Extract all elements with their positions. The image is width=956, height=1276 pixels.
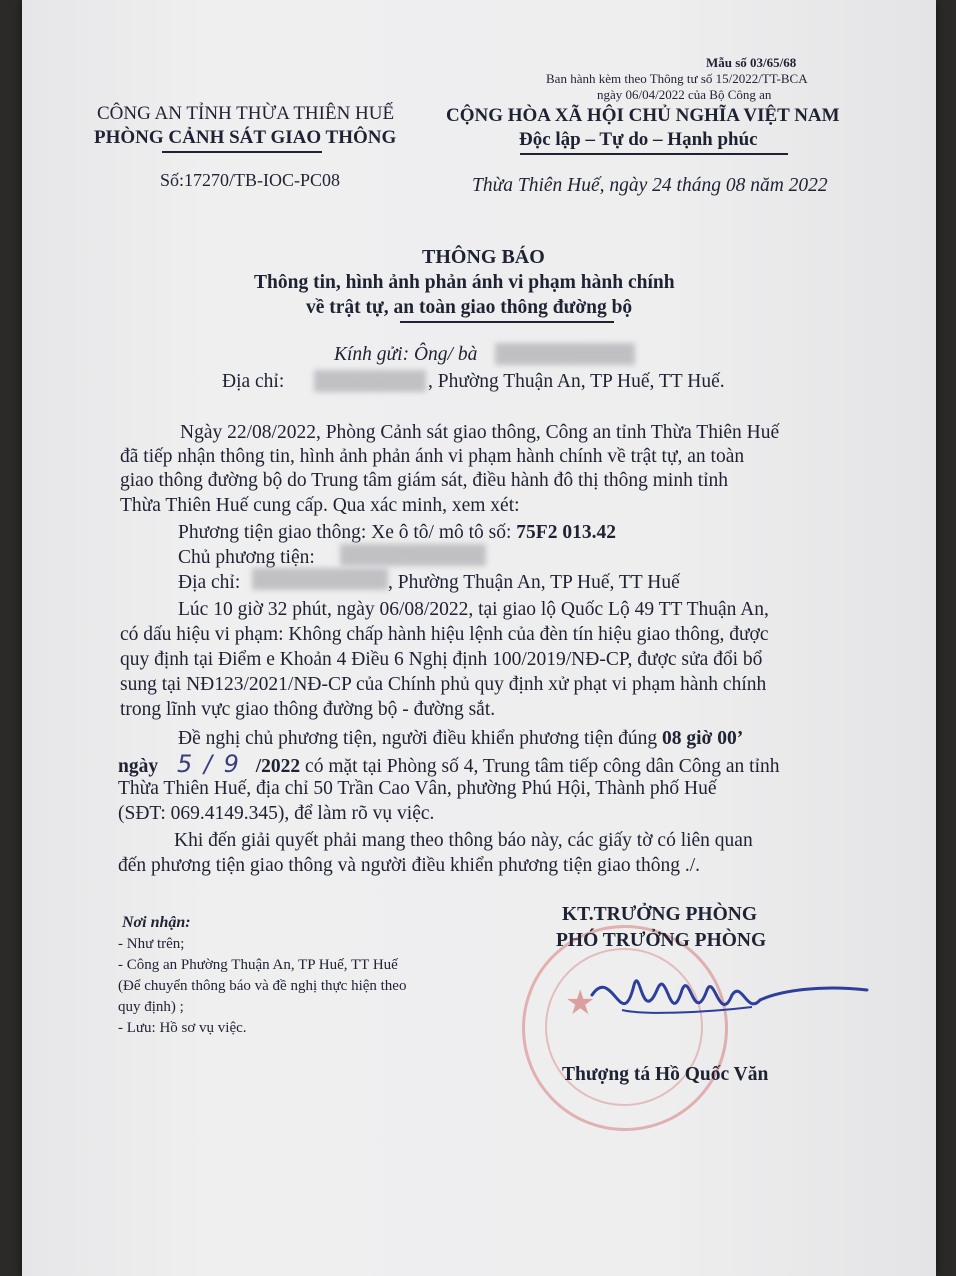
body-p2-line3: quy định tại Điểm e Khoản 4 Điều 6 Nghị định 100/2019/NĐ-CP, được sửa đổi bổ	[120, 649, 763, 670]
vehicle-plate: 75F2 013.42	[516, 522, 616, 543]
place-date: Thừa Thiên Huế, ngày 24 tháng 08 năm 2022	[472, 175, 828, 196]
agency-underline	[162, 151, 322, 153]
vehicle-label: Phương tiện giao thông: Xe ô tô/ mô tô số:	[178, 522, 517, 543]
doc-subtitle-1: Thông tin, hình ảnh phản ánh vi phạm hành chính	[254, 272, 675, 293]
redacted-owner-name	[340, 544, 486, 566]
owner-label: Chủ phương tiện:	[178, 547, 315, 568]
document-page	[22, 0, 936, 1276]
agency-line2: PHÒNG CẢNH SÁT GIAO THÔNG	[94, 127, 397, 148]
form-code: Mẫu số 03/65/68	[706, 55, 797, 70]
body-p3-line3: Thừa Thiên Huế, địa chỉ 50 Trần Cao Vân, phường Phú Hội, Thành phố Huế	[118, 778, 717, 799]
appointment-time: 08 giờ 00’	[662, 728, 744, 749]
nation-line2: Độc lập – Tự do – Hạnh phúc	[519, 129, 758, 150]
signature-line1: KT.TRƯỞNG PHÒNG	[562, 904, 757, 925]
form-issued-line1: Ban hành kèm theo Thông tư số 15/2022/TT-BCA	[546, 71, 808, 86]
address-label: Địa chỉ:	[222, 371, 285, 392]
appointment-day-label: ngày	[118, 756, 159, 777]
body-p4-line2: đến phương tiện giao thông và người điều khiển phương tiện giao thông ./.	[118, 855, 701, 876]
body-p1-line1: Ngày 22/08/2022, Phòng Cảnh sát giao thông, Công an tỉnh Thừa Thiên Huế	[180, 422, 780, 443]
nation-underline	[520, 153, 788, 155]
handwritten-signature	[582, 955, 872, 1045]
seal-star-icon: ★	[565, 983, 596, 1023]
appointment-year: /2022	[255, 756, 301, 777]
body-p2-line1: Lúc 10 giờ 32 phút, ngày 06/08/2022, tại giao lộ Quốc Lộ 49 TT Thuận An,	[178, 599, 769, 620]
owner-address-suffix: , Phường Thuận An, TP Huế, TT Huế	[388, 572, 680, 593]
body-p3-line1-text: Đề nghị chủ phương tiện, người điều khiển phương tiện đúng	[178, 728, 662, 749]
form-issued-line2: ngày 06/04/2022 của Bộ Công an	[597, 87, 772, 102]
doc-title: THÔNG BÁO	[422, 246, 545, 268]
recipients-heading: Nơi nhận:	[122, 914, 191, 931]
body-p3-line2	[118, 752, 780, 779]
redacted-owner-address	[252, 568, 388, 590]
redacted-recipient-name	[495, 343, 635, 365]
recipient-label: Kính gửi: Ông/ bà	[334, 344, 478, 365]
owner-address-label: Địa chỉ:	[178, 572, 241, 593]
signer-name: Thượng tá Hồ Quốc Văn	[562, 1064, 769, 1085]
body-p4-line1: Khi đến giải quyết phải mang theo thông báo này, các giấy tờ có liên quan	[174, 830, 753, 851]
recipients-item-3: (Để chuyển thông báo và đề nghị thực hiện theo	[118, 978, 407, 994]
body-p3-line2-text: có mặt tại Phòng số 4, Trung tâm tiếp công dân Công an tỉnh	[300, 756, 780, 777]
body-p2-line2: có dấu hiệu vi phạm: Không chấp hành hiệu lệnh của đèn tín hiệu giao thông, được	[120, 624, 769, 645]
vehicle-line	[178, 521, 616, 545]
doc-number: Số:17270/TB-IOC-PC08	[160, 170, 341, 190]
recipients-item-4: quy định) ;	[118, 999, 184, 1015]
title-underline	[400, 321, 614, 323]
body-p3-line4: (SĐT: 069.4149.345), để làm rõ vụ việc.	[118, 803, 435, 824]
agency-line1: CÔNG AN TỈNH THỪA THIÊN HUẾ	[97, 103, 395, 124]
handwritten-date: 5 / 9	[176, 750, 241, 778]
body-p1-line2: đã tiếp nhận thông tin, hình ảnh phản ánh vi phạm hành chính về trật tự, an toàn	[120, 446, 745, 467]
redacted-address	[314, 370, 426, 392]
nation-line1: CỘNG HÒA XÃ HỘI CHỦ NGHĨA VIỆT NAM	[446, 105, 840, 126]
recipients-item-1: - Như trên;	[118, 936, 185, 952]
signature-line2: PHÓ TRƯỞNG PHÒNG	[556, 930, 767, 951]
body-p2-line4: sung tại NĐ123/2021/NĐ-CP của Chính phủ quy định xử phạt vi phạm hành chính	[120, 674, 767, 695]
body-p2-line5: trong lĩnh vực giao thông đường bộ - đường sắt.	[120, 699, 496, 720]
body-p3-line1	[178, 727, 743, 751]
doc-subtitle-2: về trật tự, an toàn giao thông đường bộ	[306, 297, 633, 318]
recipients-item-5: - Lưu: Hồ sơ vụ việc.	[118, 1020, 247, 1036]
recipients-item-2: - Công an Phường Thuận An, TP Huế, TT Huế	[118, 957, 398, 973]
body-p1-line3: giao thông đường bộ do Trung tâm giám sát, điều hành đô thị thông minh tỉnh	[120, 470, 729, 491]
body-p1-line4: Thừa Thiên Huế cung cấp. Qua xác minh, xem xét:	[120, 495, 520, 516]
address-suffix: , Phường Thuận An, TP Huế, TT Huế.	[428, 371, 725, 392]
